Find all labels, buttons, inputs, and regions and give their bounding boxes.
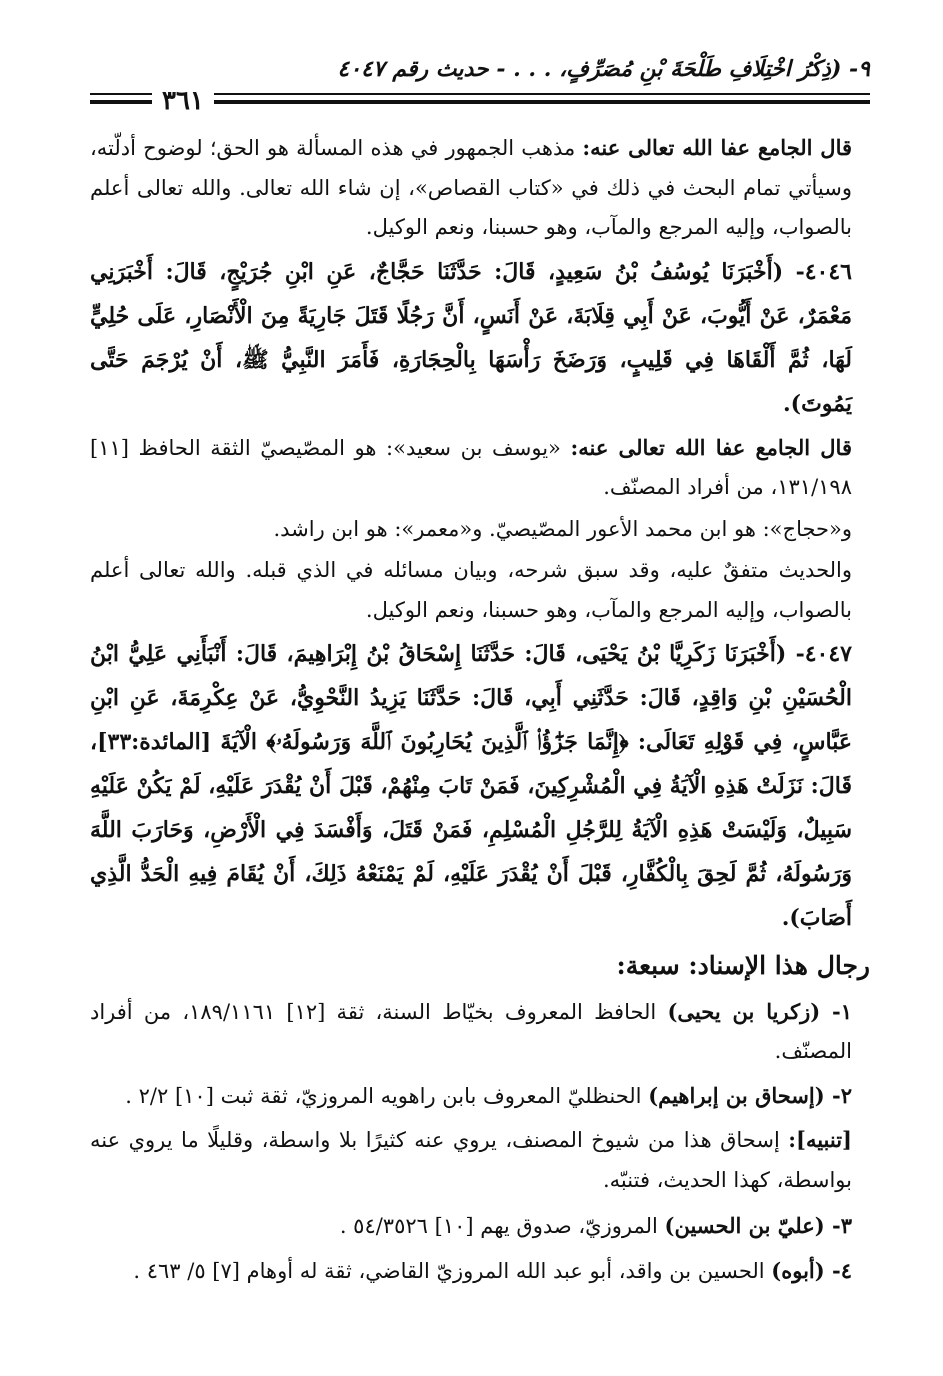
hadith-4046: ٤٠٤٦- (أَخْبَرَنَا يُوسُفُ بْنُ سَعِيدٍ، قَالَ: حَدَّثَنَا حَجَّاجٌ، عَنِ ابْنِ جُرَيْجٍ، قَالَ: أَخْبَرَنِي مَعْمَرٌ، عَنْ أَيُّوبَ، عَنْ أَبِي قِلَابَةَ، عَنْ أَنَسٍ، أَنَّ رَجُلًا قَتَلَ جَارِيَةً مِنَ الْأَنْصَارِ، عَلَى حُلِيٍّ لَهَا، ثُمَّ أَلْقَاهَا فِي قَلِيبٍ، وَرَضَخَ رَأْسَهَا بِالْحِجَارَةِ، فَأَمَرَ النَّبِيُّ ﷺ، أَنْ يُرْجَمَ حَتَّى يَمُوتَ). xyxy=(90,258,852,417)
header-title: ٩- (ذِكْرُ اخْتِلَافِ طَلْحَةَ بْنِ مُصَرِّفٍ، . . . - حديث رقم ٤٠٤٧ xyxy=(337,56,870,82)
commentary-paragraph xyxy=(90,128,870,248)
book-page xyxy=(90,40,870,1340)
commentary-lead: قال الجامع عفا الله تعالى عنه: xyxy=(582,135,853,160)
narrator-name: ٤- (أبوه) xyxy=(771,1257,852,1283)
commentary-text: «يوسف بن سعيد»: هو المصّيصيّ الثقة الحافظ [١١] ١٣١/١٩٨، من أفراد المصنّف. xyxy=(90,435,852,499)
running-header xyxy=(90,40,870,116)
narrator-entry xyxy=(90,1251,870,1292)
narrator-name: ٢- (إسحاق بن إبراهيم) xyxy=(648,1082,852,1108)
narrator-entry xyxy=(90,992,870,1072)
commentary-lead: قال الجامع عفا الله تعالى عنه: xyxy=(570,434,852,460)
note-text: إسحاق هذا من شيوخ المصنف، يروي عنه كثيرًا بلا واسطة، وقليلًا ما يروي عنه بواسطة، كهذا الحديث، فتنبّه. xyxy=(90,1128,852,1192)
narrator-details: الحسين بن واقد، أبو عبد الله المروزيّ القاضي، ثقة له أوهام [٧] ٥/ ٤٦٣ . xyxy=(133,1258,772,1283)
section-heading: رجال هذا الإسناد: سبعة: xyxy=(616,951,870,980)
narrator-details: المروزيّ، صدوق يهم [١٠] ٥٤/٣٥٢٦ . xyxy=(339,1214,665,1238)
commentary-paragraph: والحديث متفقٌ عليه، وقد سبق شرحه، وبيان مسائله في الذي قبله. والله تعالى أعلم بالصواب، وإليه المرجع والمآب، وهو حسبنا، ونعم الوكيل. xyxy=(90,558,852,622)
narrator-details: الحنظليّ المعروف بابن راهويه المروزيّ، ثقة ثبت [١٠] ٢/٢ . xyxy=(125,1083,649,1108)
commentary-text: مذهب الجمهور في هذه المسألة هو الحق؛ لوضوح أدلّته، وسيأتي تمام البحث في ذلك في «كتاب القصاص»، إن شاء الله تعالى. والله تعالى أعلم بالصواب، وإليه المرجع والمآب، وهو حسبنا، ونعم الوكيل. xyxy=(90,136,852,239)
page-body xyxy=(90,128,870,1295)
narrator-entry xyxy=(90,1076,870,1117)
note-lead: [تنبيه]: xyxy=(788,1127,852,1152)
narrator-name: ٣- (عليّ بن الحسين) xyxy=(664,1213,852,1238)
note-paragraph xyxy=(90,1120,870,1200)
commentary-paragraph: و«حجاج»: هو ابن محمد الأعور المصّيصيّ. و«معمر»: هو ابن راشد. xyxy=(273,516,852,541)
page-number: ٣٦١ xyxy=(152,86,214,116)
hadith-4047: ٤٠٤٧- (أَخْبَرَنَا زَكَرِيَّا بْنُ يَحْيَى، قَالَ: حَدَّثَنَا إِسْحَاقُ بْنُ إِبْرَاهِيمَ، قَالَ: أَنْبَأَنِي عَلِيُّ ابْنُ الْحُسَيْنِ بْنِ وَاقِدٍ، قَالَ: حَدَّثَنِي أَبِي، قَالَ: حَدَّثَنَا يَزِيدُ النَّحْوِيُّ، عَنْ عِكْرِمَةَ، عَنِ ابْنِ عَبَّاسٍ، فِي قَوْلِهِ تَعَالَى: ﴿إِنَّمَا جَزَٰٓؤُا۟ ٱلَّذِينَ يُحَارِبُونَ ٱللَّهَ وَرَسُولَهُۥ﴾ الْآيَةَ [المائدة:٣٣]، قَالَ: نَزَلَتْ هَذِهِ الْآيَةُ فِي الْمُشْرِكِينَ، فَمَنْ تَابَ مِنْهُمْ، قَبْلَ أَنْ يُقْدَرَ عَلَيْهِ، لَمْ يَكُنْ عَلَيْهِ سَبِيلٌ، وَلَيْسَتْ هَذِهِ الْآيَةُ لِلرَّجُلِ الْمُسْلِمِ، فَمَنْ قَتَلَ، وَأَفْسَدَ فِي الْأَرْضِ، وَحَارَبَ اللَّهَ وَرَسُولَهُ، ثُمَّ لَحِقَ بِالْكُفَّارِ، قَبْلَ أَنْ يُقْدَرَ عَلَيْهِ، لَمْ يَمْنَعْهُ ذَلِكَ، أَنْ يُقَامَ فِيهِ الْحَدُّ الَّذِي أَصَابَ). xyxy=(90,641,852,931)
narrator-details: الحافظ المعروف بخيّاط السنة، ثقة [١٢] ١٨٩/١١٦١، من أفراد المصنّف. xyxy=(90,999,852,1063)
narrator-entry xyxy=(90,1206,870,1247)
narrator-name: ١- (زكريا بن يحيى) xyxy=(667,998,853,1024)
commentary-paragraph xyxy=(90,428,870,508)
